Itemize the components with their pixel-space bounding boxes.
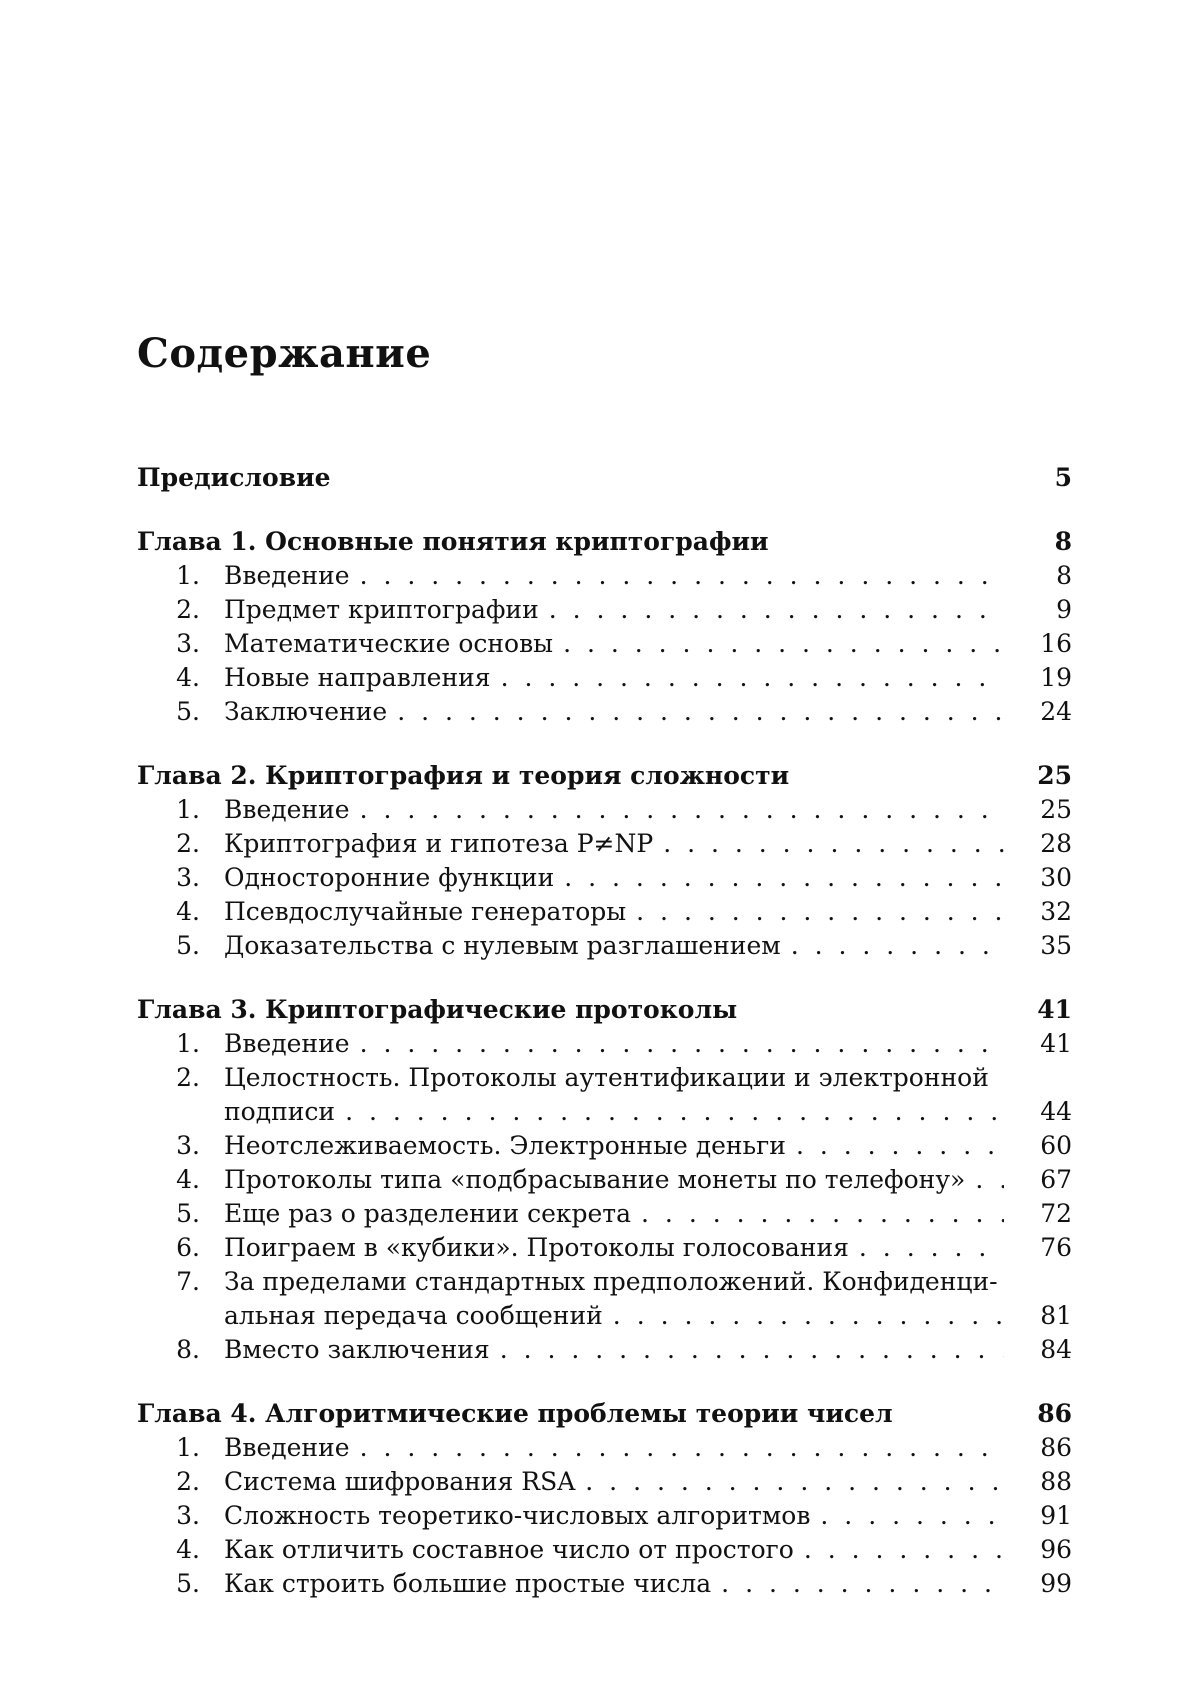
item-number: 5. xyxy=(176,1569,200,1598)
toc-row[interactable] xyxy=(137,1533,1072,1567)
toc-row[interactable] xyxy=(137,1465,1072,1499)
leader-dots xyxy=(641,1197,1004,1231)
page-number: 44 xyxy=(1040,1097,1072,1126)
toc-row[interactable] xyxy=(137,695,1072,729)
item-label: Введение xyxy=(224,1433,350,1462)
leader-dots xyxy=(820,1499,1004,1533)
leader-dots xyxy=(397,695,1004,729)
chapter-heading[interactable] xyxy=(137,993,1072,1027)
leader-dots xyxy=(791,929,1004,963)
toc-row[interactable] xyxy=(137,1061,1072,1095)
leader-dots xyxy=(549,593,1004,627)
chapter-2 xyxy=(137,759,1072,963)
item-number: 5. xyxy=(176,931,200,960)
leader-dots xyxy=(613,1299,1004,1333)
page-number: 86 xyxy=(1037,1399,1072,1428)
toc-row[interactable] xyxy=(137,861,1072,895)
item-label: Введение xyxy=(224,795,350,824)
toc-title: Содержание xyxy=(137,330,432,377)
item-label: Введение xyxy=(224,561,350,590)
chapter-label: Глава 2. Криптография и теория сложности xyxy=(137,761,790,790)
item-number: 1. xyxy=(176,1029,200,1058)
page-number: 19 xyxy=(1040,663,1072,692)
item-label: Предмет криптографии xyxy=(224,595,539,624)
page-number: 25 xyxy=(1037,761,1072,790)
toc-row[interactable] xyxy=(137,559,1072,593)
page-number: 60 xyxy=(1040,1131,1072,1160)
page-number: 41 xyxy=(1037,995,1072,1024)
item-label: Криптография и гипотеза P≠NP xyxy=(224,829,654,858)
item-label: Протоколы типа «подбрасывание монеты по телефону» xyxy=(224,1165,966,1194)
page-number: 28 xyxy=(1040,829,1072,858)
item-label: За пределами стандартных предположений. Конфиденци- xyxy=(224,1267,998,1296)
item-label: Как строить большие простые числа xyxy=(224,1569,712,1598)
leader-dots xyxy=(636,895,1004,929)
item-number: 7. xyxy=(176,1267,200,1296)
toc-row[interactable] xyxy=(137,1129,1072,1163)
page-number: 86 xyxy=(1040,1433,1072,1462)
item-number: 3. xyxy=(176,1131,200,1160)
leader-dots xyxy=(500,1333,1004,1367)
item-number: 8. xyxy=(176,1335,200,1364)
item-label: Вместо заключения xyxy=(224,1335,490,1364)
chapter-heading[interactable] xyxy=(137,525,1072,559)
item-number: 5. xyxy=(176,1199,200,1228)
page-number: 35 xyxy=(1040,931,1072,960)
item-label: Псевдослучайные генераторы xyxy=(224,897,627,926)
toc-row[interactable] xyxy=(137,593,1072,627)
toc-row[interactable] xyxy=(137,1333,1072,1367)
item-number: 1. xyxy=(176,1433,200,1462)
toc-row-continuation[interactable] xyxy=(137,1095,1072,1129)
page-number: 30 xyxy=(1040,863,1072,892)
item-number: 3. xyxy=(176,863,200,892)
item-label: Заключение xyxy=(224,697,388,726)
toc-row[interactable] xyxy=(137,661,1072,695)
item-number: 2. xyxy=(176,1467,200,1496)
item-number: 4. xyxy=(176,1165,200,1194)
item-number: 4. xyxy=(176,1535,200,1564)
page-number: 8 xyxy=(1054,527,1072,556)
toc-row[interactable] xyxy=(137,1431,1072,1465)
page-number: 88 xyxy=(1040,1467,1072,1496)
leader-dots xyxy=(663,827,1004,861)
item-label: Новые направления xyxy=(224,663,491,692)
toc-row[interactable] xyxy=(137,627,1072,661)
toc-row[interactable] xyxy=(137,1231,1072,1265)
item-label: Доказательства с нулевым разглашением xyxy=(224,931,781,960)
item-number: 5. xyxy=(176,697,200,726)
leader-dots xyxy=(360,793,1004,827)
toc-row[interactable] xyxy=(137,1197,1072,1231)
page-number: 99 xyxy=(1040,1569,1072,1598)
leader-dots xyxy=(975,1163,1004,1197)
page-number: 32 xyxy=(1040,897,1072,926)
item-label-continuation: подписи xyxy=(224,1097,336,1126)
chapter-4 xyxy=(137,1397,1072,1601)
page-number: 5 xyxy=(1054,463,1072,492)
toc-row[interactable] xyxy=(137,1499,1072,1533)
page-number: 8 xyxy=(1056,561,1072,590)
page-number: 72 xyxy=(1040,1199,1072,1228)
item-number: 3. xyxy=(176,629,200,658)
item-label: Введение xyxy=(224,1029,350,1058)
page-number: 67 xyxy=(1040,1165,1072,1194)
preface-entry xyxy=(137,461,1072,495)
chapter-heading[interactable] xyxy=(137,1397,1072,1431)
leader-dots xyxy=(564,861,1004,895)
leader-dots xyxy=(360,1027,1004,1061)
item-label: Система шифрования RSA xyxy=(224,1467,576,1496)
item-number: 2. xyxy=(176,595,200,624)
item-label: Еще раз о разделении секрета xyxy=(224,1199,632,1228)
item-number: 6. xyxy=(176,1233,200,1262)
chapter-heading[interactable] xyxy=(137,759,1072,793)
toc-row[interactable] xyxy=(137,1027,1072,1061)
leader-dots xyxy=(563,627,1004,661)
item-label: Математические основы xyxy=(224,629,554,658)
leader-dots xyxy=(360,559,1004,593)
page-number: 91 xyxy=(1040,1501,1072,1530)
item-number: 1. xyxy=(176,795,200,824)
page-number: 76 xyxy=(1040,1233,1072,1262)
toc-row[interactable] xyxy=(137,1163,1072,1197)
leader-dots xyxy=(585,1465,1004,1499)
leader-dots xyxy=(345,1095,1004,1129)
table-of-contents xyxy=(137,461,1072,1631)
leader-dots xyxy=(796,1129,1004,1163)
page-number: 24 xyxy=(1040,697,1072,726)
item-label: Неотслеживаемость. Электронные деньги xyxy=(224,1131,786,1160)
leader-dots xyxy=(721,1567,1004,1601)
chapter-label: Глава 4. Алгоритмические проблемы теории чисел xyxy=(137,1399,893,1428)
item-label: Односторонние функции xyxy=(224,863,555,892)
item-number: 1. xyxy=(176,561,200,590)
page-number: 16 xyxy=(1040,629,1072,658)
page-number: 96 xyxy=(1040,1535,1072,1564)
toc-row[interactable] xyxy=(137,461,1072,495)
leader-dots xyxy=(501,661,1004,695)
item-number: 2. xyxy=(176,1063,200,1092)
item-label: Как отличить составное число от простого xyxy=(224,1535,794,1564)
page-number: 81 xyxy=(1040,1301,1072,1330)
leader-dots xyxy=(360,1431,1004,1465)
preface-label: Предисловие xyxy=(137,463,331,492)
chapter-3 xyxy=(137,993,1072,1367)
page-number: 25 xyxy=(1040,795,1072,824)
chapter-label: Глава 1. Основные понятия криптографии xyxy=(137,527,769,556)
page-number: 84 xyxy=(1040,1335,1072,1364)
item-number: 2. xyxy=(176,829,200,858)
toc-row[interactable] xyxy=(137,1567,1072,1601)
page-number: 9 xyxy=(1056,595,1072,624)
chapter-label: Глава 3. Криптографические протоколы xyxy=(137,995,738,1024)
leader-dots xyxy=(804,1533,1004,1567)
item-number: 4. xyxy=(176,663,200,692)
item-label: Поиграем в «кубики». Протоколы голосования xyxy=(224,1233,849,1262)
page-number: 41 xyxy=(1040,1029,1072,1058)
toc-row-continuation[interactable] xyxy=(137,1299,1072,1333)
leader-dots xyxy=(859,1231,1004,1265)
toc-row[interactable] xyxy=(137,929,1072,963)
item-label: Сложность теоретико-числовых алгоритмов xyxy=(224,1501,811,1530)
toc-row[interactable] xyxy=(137,793,1072,827)
item-label: Целостность. Протоколы аутентификации и электронной xyxy=(224,1063,989,1092)
toc-row[interactable] xyxy=(137,827,1072,861)
toc-row[interactable] xyxy=(137,1265,1072,1299)
chapter-1 xyxy=(137,525,1072,729)
item-number: 3. xyxy=(176,1501,200,1530)
item-number: 4. xyxy=(176,897,200,926)
toc-row[interactable] xyxy=(137,895,1072,929)
item-label-continuation: альная передача сообщений xyxy=(224,1301,603,1330)
